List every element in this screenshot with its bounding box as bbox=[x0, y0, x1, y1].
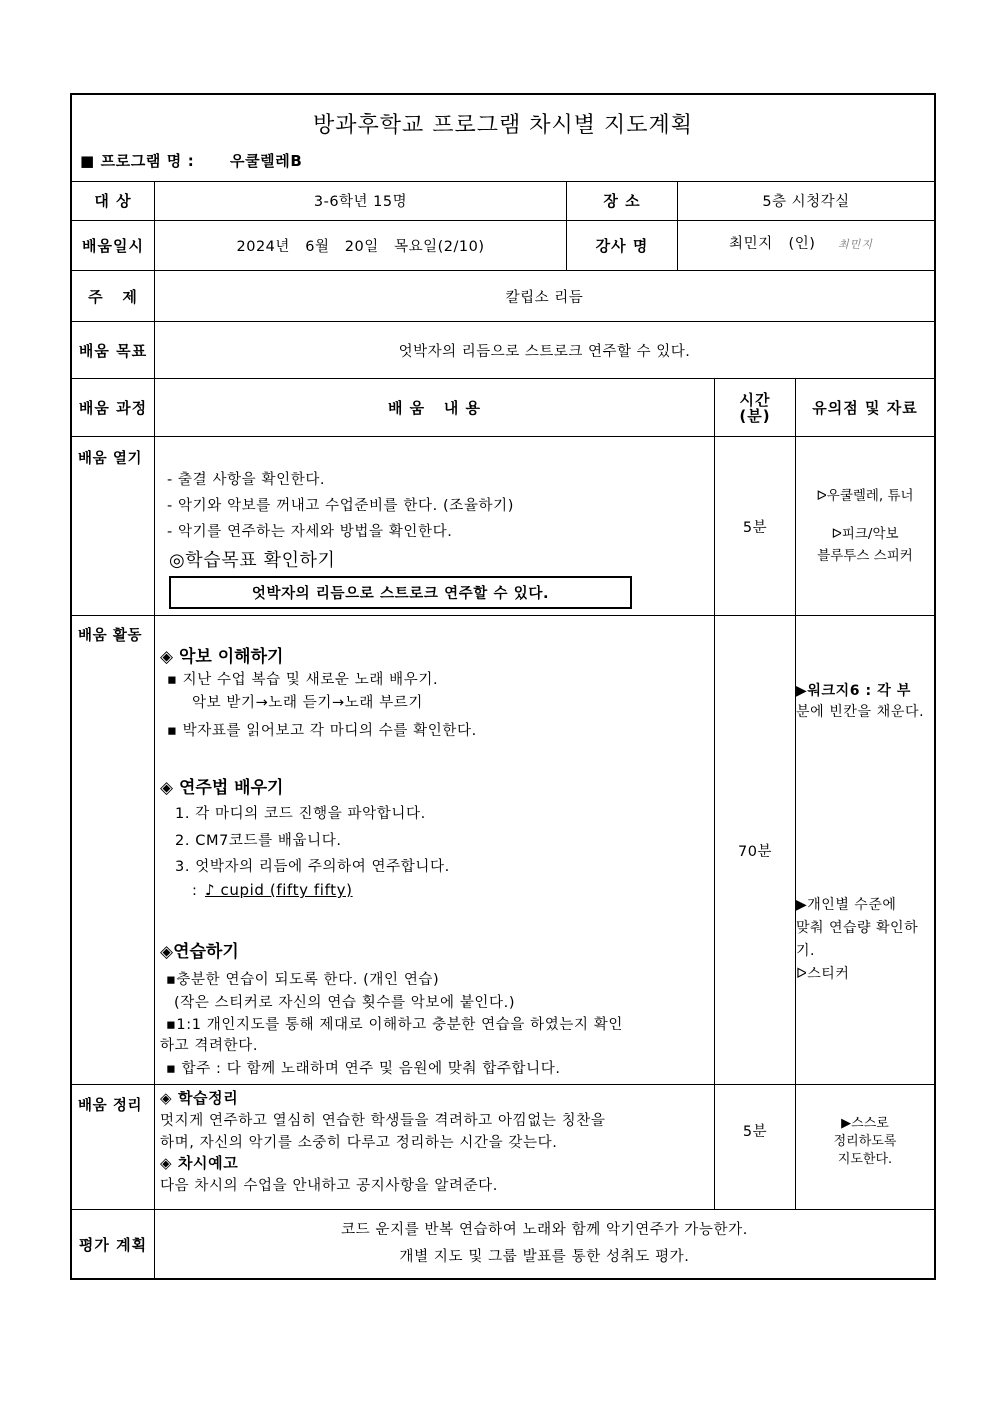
date-label: 배움일시 bbox=[82, 237, 144, 255]
goal-box: 엇박자의 리듬으로 스트로크 연주할 수 있다. bbox=[169, 576, 632, 609]
note-level: ▶개인별 수준에 bbox=[796, 897, 897, 913]
note-self-2: 정리하도록 bbox=[833, 1134, 897, 1149]
activity-time: 70분 bbox=[738, 843, 772, 860]
header-process: 배움 과정 bbox=[78, 399, 148, 417]
close-notes bbox=[796, 1115, 934, 1169]
sec3-line-5: ▪ 합주 : 다 함께 노래하며 연주 및 음원에 맞춰 합주합니다. bbox=[166, 1061, 561, 1077]
target-value: 3-6학년 15명 bbox=[313, 194, 408, 210]
note-self-3: 지도한다. bbox=[837, 1152, 893, 1167]
sec1-line-3: ▪ 박자표를 읽어보고 각 마디의 수를 확인한다. bbox=[167, 723, 477, 739]
worksheet-note: ▶워크지6 : 각 부 bbox=[796, 683, 911, 699]
signature: 최민지 bbox=[838, 238, 873, 251]
goal-value: 엇박자의 리듬으로 스트로크 연주할 수 있다. bbox=[398, 343, 691, 360]
date-value: 2024년 6월 20일 목요일(2/10) bbox=[236, 239, 485, 255]
close-p2: 다음 차시의 수업을 안내하고 공지사항을 알려준다. bbox=[160, 1178, 498, 1194]
song-title: ♪ cupid (fifty fifty) bbox=[205, 881, 353, 899]
open-time: 5분 bbox=[742, 519, 768, 536]
header-time: 시간 (분) bbox=[739, 390, 771, 425]
sec1-title: ◈ 악보 이해하기 bbox=[160, 647, 284, 667]
teacher-value: 최민지 (인) bbox=[729, 236, 816, 252]
open-notes bbox=[796, 485, 934, 567]
note-sticker: ᐅ스티커 bbox=[796, 966, 850, 982]
goal-heading: ◎학습목표 확인하기 bbox=[169, 550, 336, 571]
place-label: 장 소 bbox=[603, 192, 641, 210]
worksheet-note-2: 분에 빈칸을 채운다. bbox=[796, 704, 925, 720]
sec2-line-1: 1. 각 마디의 코드 진행을 파악합니다. bbox=[175, 806, 426, 822]
topic-label: 주 제 bbox=[88, 287, 138, 306]
program-label: ■ 프로그램 명 : bbox=[80, 152, 195, 170]
note-self: ▶스스로 bbox=[841, 1116, 889, 1131]
close-h2: ◈ 차시예고 bbox=[160, 1154, 239, 1172]
page-title: 방과후학교 프로그램 차시별 지도계획 bbox=[312, 112, 693, 138]
target-label: 대 상 bbox=[94, 192, 132, 210]
evaluation-line-2: 개별 지도 및 그룹 발표를 통한 성취도 평가. bbox=[399, 1249, 690, 1265]
place-value: 5층 시청각실 bbox=[762, 194, 850, 210]
open-label: 배움 열기 bbox=[78, 451, 143, 467]
note-speaker: 블루투스 스피커 bbox=[817, 548, 913, 564]
activity-label: 배움 활동 bbox=[78, 628, 143, 644]
sec2-line-3: 3. 엇박자의 리듬에 주의하여 연주합니다. bbox=[175, 859, 450, 875]
sec2-line-2: 2. CM7코드를 배웁니다. bbox=[175, 833, 342, 849]
sec1-line-1: ▪ 지난 수업 복습 및 새로운 노래 배우기. bbox=[167, 672, 439, 688]
sec3-line-2: (작은 스티커로 자신의 연습 횟수를 악보에 붙인다.) bbox=[174, 995, 516, 1011]
sec1-line-2: 악보 받기→노래 듣기→노래 부르기 bbox=[192, 695, 424, 711]
close-label: 배움 정리 bbox=[78, 1098, 143, 1114]
sec3-line-4: 하고 격려한다. bbox=[160, 1038, 259, 1054]
close-p1a: 멋지게 연주하고 열심히 연습한 학생들을 격려하고 아낌없는 칭찬을 bbox=[160, 1113, 606, 1129]
goal-label: 배움 목표 bbox=[78, 341, 148, 360]
teacher-label: 강사 명 bbox=[595, 237, 649, 255]
sec3-line-3: ▪1:1 개인지도를 통해 제대로 이해하고 충분한 연습을 하였는지 확인 bbox=[166, 1017, 624, 1033]
close-h1: ◈ 학습정리 bbox=[160, 1089, 239, 1107]
evaluation-label: 평가 계획 bbox=[78, 1235, 148, 1254]
lesson-plan-table bbox=[70, 93, 936, 1280]
note-ukulele: ᐅ우쿨렐레, 튜너 bbox=[816, 488, 914, 504]
note-pick: ᐅ피크/악보 bbox=[831, 526, 899, 542]
sec3-line-1: ▪충분한 연습이 되도록 한다. (개인 연습) bbox=[166, 972, 440, 988]
open-line-3: - 악기를 연주하는 자세와 방법을 확인한다. bbox=[167, 524, 453, 540]
note-level-3: 기. bbox=[796, 943, 815, 959]
sec2-title: ◈ 연주법 배우기 bbox=[160, 778, 284, 798]
header-notes: 유의점 및 자료 bbox=[812, 399, 918, 417]
sec3-title: ◈연습하기 bbox=[160, 942, 239, 962]
header-content: 배 움 내 용 bbox=[387, 399, 482, 417]
program-name: 우쿨렐레B bbox=[230, 152, 303, 170]
open-line-2: - 악기와 악보를 꺼내고 수업준비를 한다. (조율하기) bbox=[167, 498, 514, 514]
practice-notes bbox=[796, 894, 934, 986]
evaluation-line-1: 코드 운지를 반복 연습하여 노래와 함께 악기연주가 가능한가. bbox=[341, 1222, 748, 1238]
note-level-2: 맞춰 연습량 확인하 bbox=[796, 920, 919, 936]
close-time: 5분 bbox=[742, 1123, 768, 1140]
close-p1b: 하며, 자신의 악기를 소중히 다루고 정리하는 시간을 갖는다. bbox=[160, 1135, 558, 1151]
evaluation-text bbox=[155, 1210, 934, 1278]
open-line-1: - 출결 사항을 확인한다. bbox=[167, 472, 326, 488]
topic-value: 칼립소 리듬 bbox=[505, 289, 584, 306]
song-prefix: : bbox=[192, 883, 198, 899]
